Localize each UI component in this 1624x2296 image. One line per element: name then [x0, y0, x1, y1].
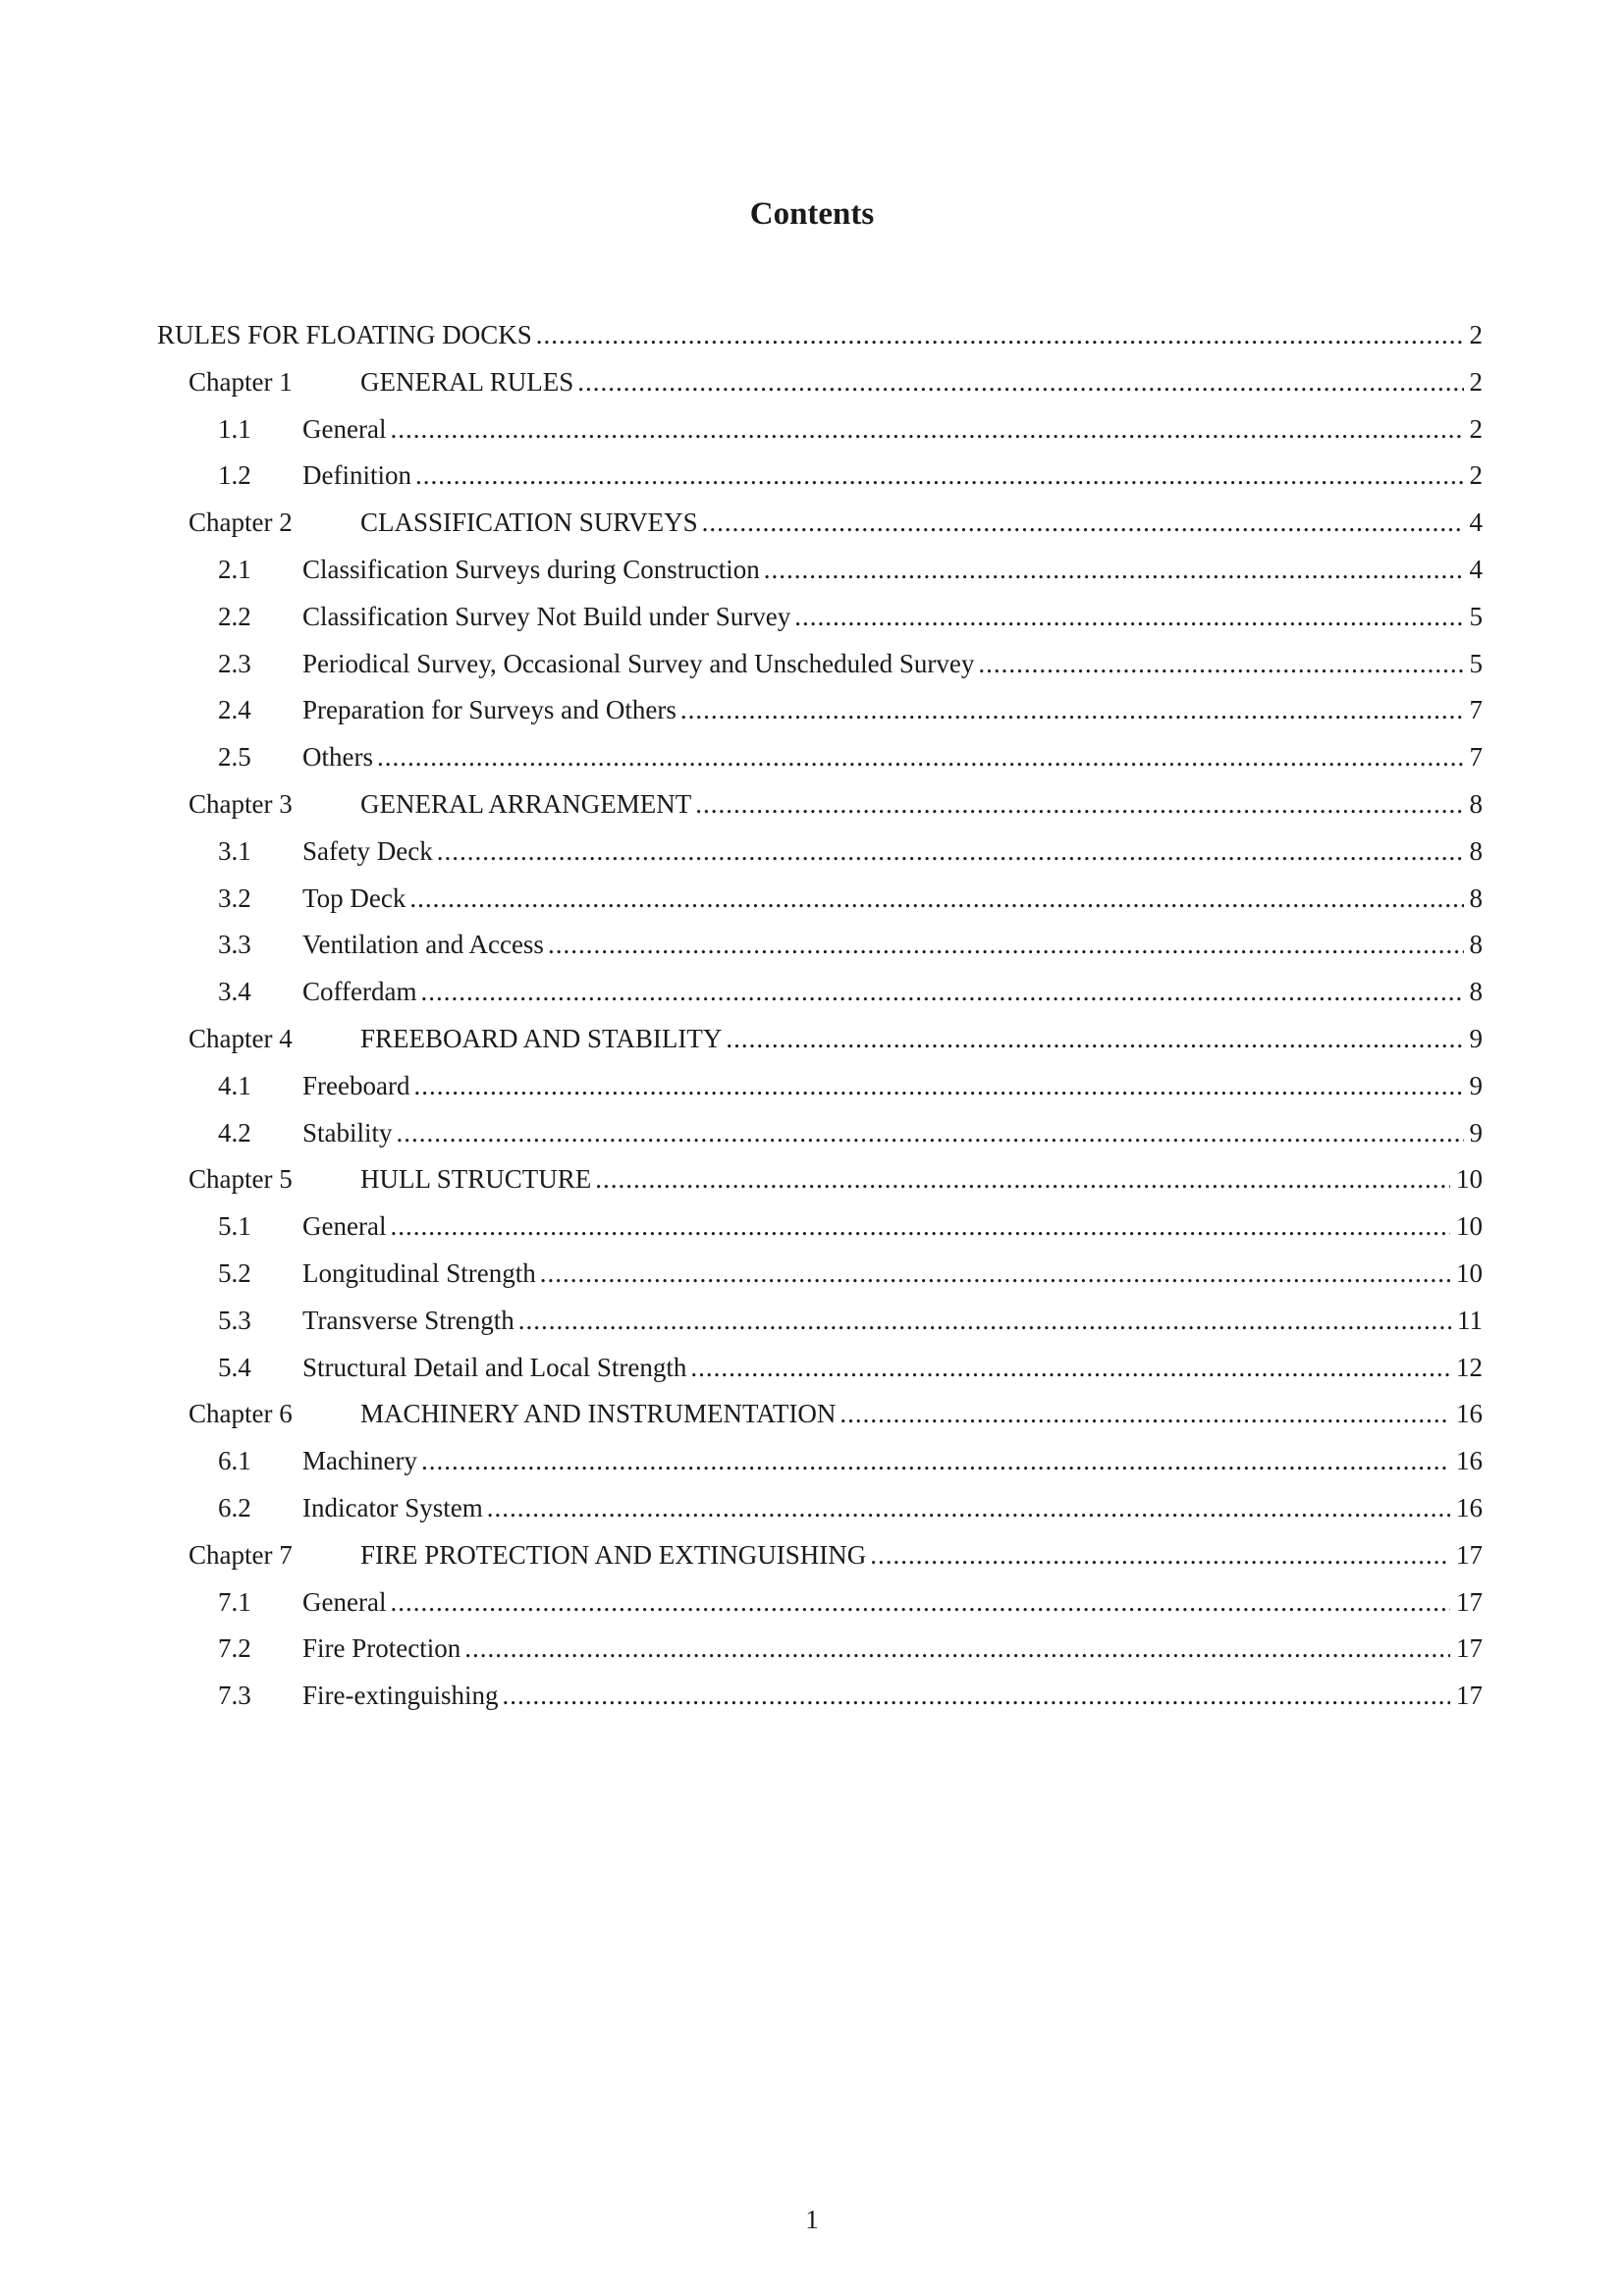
toc-entry[interactable]: [157, 320, 1483, 367]
toc-entry[interactable]: [157, 1118, 1483, 1165]
toc-entry-number: 5.3: [218, 1305, 251, 1335]
toc-entry-label: Preparation for Surveys and Others: [302, 695, 677, 725]
toc-entry-number: 2.2: [218, 601, 251, 631]
toc-entry-label: Longitudinal Strength: [302, 1257, 536, 1288]
toc-entry-label: Stability: [302, 1117, 393, 1148]
toc-dot-leader: [421, 1446, 1450, 1476]
toc-dot-leader: [409, 883, 1463, 914]
toc-entry-page: 2: [1469, 366, 1483, 397]
toc-entry-page: 8: [1469, 882, 1483, 913]
toc-entry[interactable]: [157, 930, 1483, 977]
toc-entry[interactable]: [157, 414, 1483, 461]
toc-entry-label: Cofferdam: [302, 977, 417, 1007]
toc-entry-label: Top Deck: [302, 882, 406, 913]
toc-dot-leader: [518, 1306, 1451, 1336]
toc-entry[interactable]: [157, 1446, 1483, 1493]
toc-dot-leader: [726, 1024, 1463, 1054]
toc-entry-page: 7: [1469, 742, 1483, 773]
toc-entry[interactable]: [157, 977, 1483, 1024]
toc-dot-leader: [870, 1540, 1450, 1571]
toc-dot-leader: [695, 789, 1463, 820]
toc-entry-number: 1.1: [218, 413, 251, 444]
toc-entry[interactable]: [157, 602, 1483, 649]
toc-entry-page: 10: [1456, 1211, 1483, 1242]
toc-entry-number: 7.3: [218, 1681, 251, 1711]
toc-entry-label: CLASSIFICATION SURVEYS: [360, 507, 698, 538]
toc-entry-page: 9: [1469, 1070, 1483, 1100]
toc-entry[interactable]: [157, 742, 1483, 789]
toc-dot-leader: [420, 977, 1463, 1007]
toc-entry-number: Chapter 7: [189, 1539, 293, 1570]
toc-entry-number: 2.3: [218, 648, 251, 678]
toc-entry-page: 16: [1456, 1492, 1483, 1522]
toc-entry[interactable]: [157, 1071, 1483, 1118]
toc-entry[interactable]: [157, 555, 1483, 602]
toc-entry-number: 3.3: [218, 930, 251, 960]
toc-entry-number: Chapter 5: [189, 1164, 293, 1195]
toc-entry-label: FREEBOARD AND STABILITY: [360, 1023, 723, 1053]
toc-entry-label: Machinery: [302, 1446, 417, 1476]
toc-entry[interactable]: [157, 460, 1483, 507]
toc-entry-label: Structural Detail and Local Strength: [302, 1352, 687, 1382]
toc-entry-label: General: [302, 1211, 387, 1242]
toc-dot-leader: [978, 649, 1463, 679]
toc-entry-number: 7.2: [218, 1633, 251, 1664]
toc-entry-number: 4.1: [218, 1070, 251, 1100]
toc-entry-label: Freeboard: [302, 1070, 410, 1100]
toc-entry-page: 4: [1469, 554, 1483, 584]
toc-entry-number: 2.1: [218, 554, 251, 584]
toc-entry[interactable]: [157, 1540, 1483, 1587]
page-number: 1: [805, 2205, 819, 2234]
toc-entry-label: General: [302, 413, 387, 444]
toc-entry-page: 16: [1456, 1446, 1483, 1476]
toc-entry-label: Safety Deck: [302, 835, 433, 866]
toc-entry-number: 3.4: [218, 977, 251, 1007]
toc-entry-page: 2: [1469, 413, 1483, 444]
toc-entry-number: 6.2: [218, 1492, 251, 1522]
toc-entry-label: General: [302, 1586, 387, 1617]
toc-entry-number: 2.4: [218, 695, 251, 725]
toc-dot-leader: [680, 695, 1464, 725]
toc-dot-leader: [390, 414, 1463, 445]
toc-entry-number: 3.1: [218, 835, 251, 866]
toc-dot-leader: [595, 1164, 1450, 1195]
toc-entry-number: Chapter 2: [189, 507, 293, 538]
toc-entry[interactable]: [157, 649, 1483, 696]
toc-entry-page: 16: [1456, 1399, 1483, 1429]
toc-dot-leader: [390, 1211, 1450, 1242]
toc-entry-label: HULL STRUCTURE: [360, 1164, 592, 1195]
toc-entry-number: 7.1: [218, 1586, 251, 1617]
toc-dot-leader: [690, 1353, 1450, 1383]
toc-dot-leader: [540, 1258, 1450, 1289]
toc-entry[interactable]: [157, 1258, 1483, 1306]
toc-entry-page: 5: [1469, 648, 1483, 678]
toc-dot-leader: [415, 460, 1464, 491]
toc-entry-page: 17: [1456, 1539, 1483, 1570]
toc-dot-leader: [464, 1633, 1450, 1664]
toc-entry[interactable]: [157, 1493, 1483, 1540]
toc-entry-label: Classification Surveys during Construction: [302, 554, 760, 584]
toc-entry-label: Fire-extinguishing: [302, 1681, 499, 1711]
toc-entry-page: 8: [1469, 788, 1483, 819]
toc-entry[interactable]: [157, 1587, 1483, 1634]
page-title: Contents: [749, 196, 875, 232]
toc-entry-page: 7: [1469, 695, 1483, 725]
toc-entry-page: 12: [1456, 1352, 1483, 1382]
toc-entry-page: 8: [1469, 977, 1483, 1007]
toc-entry-label: GENERAL RULES: [360, 366, 574, 397]
toc-entry-label: Ventilation and Access: [302, 930, 544, 960]
toc-entry[interactable]: [157, 1164, 1483, 1211]
toc-entry[interactable]: [157, 1633, 1483, 1681]
toc-entry-page: 17: [1456, 1586, 1483, 1617]
toc-entry-label: Fire Protection: [302, 1633, 461, 1664]
toc-entry[interactable]: [157, 1681, 1483, 1728]
toc-entry-number: Chapter 1: [189, 366, 293, 397]
toc-entry-number: 4.2: [218, 1117, 251, 1148]
toc-entry-page: 10: [1456, 1164, 1483, 1195]
toc-entry-page: 2: [1469, 320, 1483, 349]
toc-entry-label: Definition: [302, 460, 411, 491]
toc-entry[interactable]: [157, 507, 1483, 555]
toc-entry-number: 6.1: [218, 1446, 251, 1476]
toc-entry-page: 8: [1469, 930, 1483, 960]
toc-entry[interactable]: [157, 1399, 1483, 1446]
toc-dot-leader: [839, 1399, 1450, 1429]
toc-dot-leader: [377, 742, 1464, 773]
toc-dot-leader: [536, 320, 1464, 350]
toc-entry-page: 9: [1469, 1117, 1483, 1148]
table-of-contents: [157, 320, 1483, 1728]
toc-entry[interactable]: [157, 1024, 1483, 1071]
toc-dot-leader: [390, 1587, 1450, 1618]
toc-entry-page: 5: [1469, 601, 1483, 631]
toc-entry-label: Indicator System: [302, 1492, 483, 1522]
toc-entry[interactable]: [157, 1353, 1483, 1400]
toc-dot-leader: [794, 602, 1463, 632]
toc-entry-page: 10: [1456, 1257, 1483, 1288]
toc-entry[interactable]: [157, 695, 1483, 742]
toc-entry-number: 5.4: [218, 1352, 251, 1382]
toc-entry-page: 2: [1469, 460, 1483, 491]
toc-entry-page: 4: [1469, 507, 1483, 538]
toc-entry-label: Classification Survey Not Build under Survey: [302, 601, 791, 631]
toc-entry-number: 5.2: [218, 1257, 251, 1288]
toc-entry[interactable]: [157, 883, 1483, 931]
toc-dot-leader: [702, 507, 1464, 538]
toc-dot-leader: [437, 836, 1464, 867]
toc-entry-label: Transverse Strength: [302, 1305, 514, 1335]
toc-dot-leader: [548, 930, 1464, 960]
toc-entry-number: Chapter 3: [189, 788, 293, 819]
toc-entry-number: Chapter 4: [189, 1023, 293, 1053]
toc-dot-leader: [487, 1493, 1450, 1523]
toc-dot-leader: [397, 1118, 1464, 1148]
toc-dot-leader: [764, 555, 1464, 585]
toc-entry[interactable]: [157, 1211, 1483, 1258]
toc-entry-number: 2.5: [218, 742, 251, 773]
toc-entry-label: GENERAL ARRANGEMENT: [360, 788, 692, 819]
toc-entry[interactable]: [157, 1306, 1483, 1353]
toc-entry-label: Periodical Survey, Occasional Survey and Unscheduled Survey: [302, 648, 975, 678]
toc-entry[interactable]: [157, 789, 1483, 836]
toc-entry[interactable]: [157, 836, 1483, 883]
toc-dot-leader: [577, 367, 1463, 398]
toc-entry-label: RULES FOR FLOATING DOCKS: [157, 320, 532, 349]
toc-entry-page: 17: [1456, 1681, 1483, 1711]
toc-entry-number: 1.2: [218, 460, 251, 491]
toc-entry-page: 17: [1456, 1633, 1483, 1664]
toc-entry-label: Others: [302, 742, 373, 773]
toc-entry[interactable]: [157, 367, 1483, 414]
toc-entry-page: 8: [1469, 835, 1483, 866]
toc-dot-leader: [502, 1681, 1450, 1711]
toc-entry-number: 3.2: [218, 882, 251, 913]
toc-entry-page: 11: [1457, 1305, 1483, 1335]
toc-entry-page: 9: [1469, 1023, 1483, 1053]
toc-entry-number: 5.1: [218, 1211, 251, 1242]
toc-dot-leader: [413, 1071, 1463, 1101]
toc-entry-label: MACHINERY AND INSTRUMENTATION: [360, 1399, 837, 1429]
toc-entry-number: Chapter 6: [189, 1399, 293, 1429]
toc-entry-label: FIRE PROTECTION AND EXTINGUISHING: [360, 1539, 867, 1570]
